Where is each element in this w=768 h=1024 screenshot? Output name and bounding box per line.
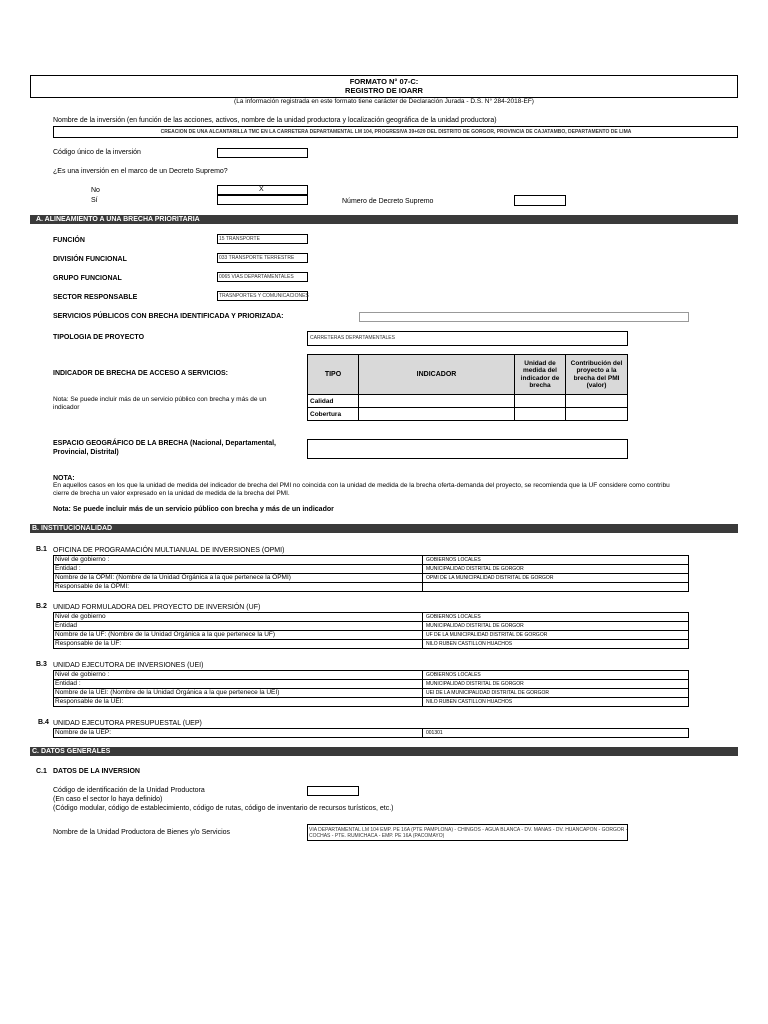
institution-row-value[interactable]: UF DE LA MUNICIPALIDAD DISTRITAL DE GORGOR	[426, 632, 548, 638]
section-c-title: C. DATOS GENERALES	[32, 748, 111, 755]
no-mark: X	[259, 186, 264, 193]
column-divider	[422, 698, 423, 706]
b1-title: OFICINA DE PROGRAMACIÓN MULTIANUAL DE INVERSIONES (OPMI)	[53, 547, 285, 554]
nota-indicador: Nota: Se puede incluir más de un servicio público con brecha y más de un	[53, 396, 267, 403]
institution-row-value[interactable]: MUNICIPALIDAD DISTRITAL DE GORGOR	[426, 681, 524, 687]
unidad-productora-value-1: VÍA DEPARTAMENTAL LM 104 EMP. PE 16A (PTE PAMPLONA) - CHINGOS - AGUA BLANCA - DV. MANAS - DV. HUANCAPON - GORGOR -	[309, 827, 627, 833]
codigo-unico-field[interactable]	[217, 148, 308, 158]
column-divider	[422, 556, 423, 564]
institution-row-value[interactable]: UEI DE LA MUNICIPALIDAD DISTRITAL DE GORGOR	[426, 690, 549, 696]
column-divider	[422, 631, 423, 639]
espacio-field[interactable]	[307, 439, 628, 459]
si-field[interactable]	[217, 195, 308, 205]
institution-row-label: Entidad :	[55, 565, 81, 572]
c1-number: C.1	[36, 768, 47, 775]
institution-row-label: Nombre de la UEI: (Nombre de la Unidad Orgánica a la que pertenece la UEI)	[55, 689, 280, 696]
institution-row	[53, 612, 689, 622]
institution-row-label: Entidad	[55, 622, 78, 629]
b2-title: UNIDAD FORMULADORA DEL PROYECTO DE INVERSIÓN (UF)	[53, 604, 261, 611]
investment-name-label: Nombre de la inversión (en función de las acciones, activos, nombre de la unidad productora y localización geográfica de la unidad productora)	[53, 117, 497, 124]
institution-row	[53, 574, 689, 583]
funcion-value: 15 TRANSPORTE	[219, 236, 260, 242]
espacio-label: ESPACIO GEOGRÁFICO DE LA BRECHA (Nacional, Departamental, Provincial, Distrital)	[53, 440, 276, 456]
nota-servicio: Nota: Se puede incluir más de un servicio público con brecha y más de un indicador	[53, 506, 334, 513]
indicator-table	[307, 354, 628, 421]
codigo-up-line3: (Código modular, código de establecimiento, código de rutas, código de inventario de recursos turísticos, etc.)	[53, 805, 394, 812]
indicador-label: INDICADOR DE BRECHA DE ACCESO A SERVICIOS:	[53, 370, 229, 377]
grupo-value: 0065 VÍAS DEPARTAMENTALES	[219, 274, 294, 280]
institution-row	[53, 555, 689, 565]
institution-row	[53, 583, 689, 592]
row-calidad: Calidad	[308, 395, 359, 408]
b2-number: B.2	[36, 603, 47, 610]
institution-row	[53, 640, 689, 649]
unidad-productora-value-2: COCHAS - PTE. RUMICHACA - EMP. PE 16A (PACOMAYO)	[309, 833, 445, 839]
institution-row-value[interactable]: NILO RUBEN CASTILLON HUACHOS	[426, 699, 513, 705]
institution-row-value[interactable]: MUNICIPALIDAD DISTRITAL DE GORGOR	[426, 623, 524, 629]
col-contribucion: Contribución del proyecto a la brecha del PMI (valor)	[566, 355, 628, 395]
division-value: 033 TRANSPORTE TERRESTRE	[219, 255, 295, 261]
codigo-up-line2: (En caso el sector lo haya definido)	[53, 796, 163, 803]
institution-row-value[interactable]: NILO RUBEN CASTILLON HUACHOS	[426, 641, 513, 647]
column-divider	[422, 622, 423, 630]
cobertura-contrib-cell[interactable]	[566, 408, 628, 421]
institution-row	[53, 680, 689, 689]
b4-number: B.4	[38, 719, 49, 726]
institution-row-label: Entidad :	[55, 680, 81, 687]
investment-name-value: CREACION DE UNA ALCANTARILLA TMC EN LA CARRETERA DEPARTAMENTAL LM 104, PROGRESIVA 39+620 DEL DISTRITO DE GORGOR, PROVINCIA DE CAJATAMBO, DEPARTAMENTO DE LIMA	[160, 129, 632, 135]
section-b-title: B. INSTITUCIONALIDAD	[32, 525, 113, 532]
si-label: Sí	[91, 197, 98, 204]
cobertura-unidad-cell[interactable]	[515, 408, 566, 421]
nota-heading: NOTA:	[53, 475, 75, 482]
institution-row-value[interactable]: 001301	[426, 730, 443, 736]
grupo-label: GRUPO FUNCIONAL	[53, 275, 122, 282]
sector-label: SECTOR RESPONSABLE	[53, 294, 138, 301]
institution-row-label: Responsable de la OPMI:	[55, 583, 130, 590]
codigo-up-field[interactable]	[307, 786, 359, 796]
institution-row-label: Nombre de la UEP:	[55, 729, 111, 736]
institution-row-value[interactable]: OPMI DE LA MUNICIPALIDAD DISTRITAL DE GORGOR	[426, 575, 554, 581]
institution-row	[53, 728, 689, 738]
institution-row	[53, 565, 689, 574]
column-divider	[422, 613, 423, 621]
institution-row-label: Nivel de gobierno :	[55, 671, 110, 678]
form-title: FORMATO N° 07-C:	[349, 77, 419, 86]
column-divider	[422, 565, 423, 573]
nota-text-2: cierre de brecha un valor expresado en la unidad de medida de la brecha del PMI.	[53, 490, 290, 497]
unidad-productora-label: Nombre de la Unidad Productora de Bienes y/o Servicios	[53, 829, 231, 836]
section-a-title: A. ALINEAMIENTO A UNA BRECHA PRIORITARIA	[36, 216, 200, 223]
institution-row-value[interactable]: GOBIERNOS LOCALES	[426, 557, 481, 563]
institution-row-label: Responsable de la UEI:	[55, 698, 124, 705]
column-divider	[422, 640, 423, 648]
numero-decreto-field[interactable]	[514, 195, 566, 206]
column-divider	[422, 680, 423, 688]
institution-row	[53, 698, 689, 707]
servicios-field[interactable]	[359, 312, 689, 322]
section-c-bar	[30, 747, 738, 756]
division-label: DIVISIÓN FUNCIONAL	[53, 256, 127, 263]
institution-row	[53, 670, 689, 680]
calidad-unidad-cell[interactable]	[515, 395, 566, 408]
institution-row-label: Nombre de la UF: (Nombre de la Unidad Orgánica a la que pertenece la UF)	[55, 631, 276, 638]
column-divider	[422, 583, 423, 591]
col-unidad: Unidad de medida del indicador de brecha	[515, 355, 566, 395]
calidad-contrib-cell[interactable]	[566, 395, 628, 408]
b1-number: B.1	[36, 546, 47, 553]
sector-value: TRASNPORTES Y COMUNICACIONES	[219, 293, 309, 299]
funcion-label: FUNCIÓN	[53, 237, 85, 244]
institution-row-label: Nombre de la OPMI: (Nombre de la Unidad Orgánica a la que pertenece la OPMI)	[55, 574, 291, 581]
b4-title: UNIDAD EJECUTORA PRESUPUESTAL (UEP)	[53, 720, 202, 727]
column-divider	[422, 689, 423, 697]
column-divider	[422, 574, 423, 582]
tipologia-label: TIPOLOGIA DE PROYECTO	[53, 334, 145, 341]
institution-row-value[interactable]: GOBIERNOS LOCALES	[426, 614, 481, 620]
numero-decreto-label: Número de Decreto Supremo	[342, 198, 434, 205]
institution-row-label: Responsable de la UF:	[55, 640, 122, 647]
codigo-unico-label: Código único de la inversión	[53, 149, 141, 156]
declaration-note: (La información registrada en este formato tiene carácter de Declaración Jurada - D.S. N° 284-2018-EF)	[234, 98, 534, 105]
institution-row	[53, 631, 689, 640]
codigo-up-line1: Código de identificación de la Unidad Productora	[53, 787, 205, 794]
row-cobertura: Cobertura	[308, 408, 359, 421]
b3-title: UNIDAD EJECUTORA DE INVERSIONES (UEI)	[53, 662, 204, 669]
section-b-bar	[30, 524, 738, 533]
institution-row-value[interactable]: GOBIERNOS LOCALES	[426, 672, 481, 678]
col-indicador: INDICADOR	[359, 355, 515, 395]
institution-row-label: Nivel de gobierno	[55, 613, 106, 620]
tipologia-value: CARRETERAS DEPARTAMENTALES	[310, 335, 395, 341]
col-tipo: TIPO	[308, 355, 359, 395]
form-subtitle: REGISTRO DE IOARR	[345, 86, 423, 95]
institution-row-value[interactable]: MUNICIPALIDAD DISTRITAL DE GORGOR	[426, 566, 524, 572]
institution-row	[53, 622, 689, 631]
b3-number: B.3	[36, 661, 47, 668]
column-divider	[422, 671, 423, 679]
institution-row	[53, 689, 689, 698]
c1-title: DATOS DE LA INVERSION	[53, 768, 140, 775]
section-a-bar	[30, 215, 738, 224]
servicios-label: SERVICIOS PÚBLICOS CON BRECHA IDENTIFICADA Y PRIORIZADA:	[53, 313, 284, 320]
no-label: No	[91, 187, 100, 194]
nota-indicador-2: indicador	[53, 404, 80, 411]
decreto-question: ¿Es una inversión en el marco de un Decreto Supremo?	[53, 168, 228, 175]
column-divider	[422, 729, 423, 737]
calidad-indicador-cell[interactable]	[359, 395, 515, 408]
nota-text-1: En aquellos casos en los que la unidad de medida del indicador de brecha del PMI no coincida con la unidad de medida de la brecha oferta-demanda del proyecto, se recomienda que la UF considere como contribu	[53, 482, 670, 489]
cobertura-indicador-cell[interactable]	[359, 408, 515, 421]
institution-row-label: Nivel de gobierno :	[55, 556, 110, 563]
